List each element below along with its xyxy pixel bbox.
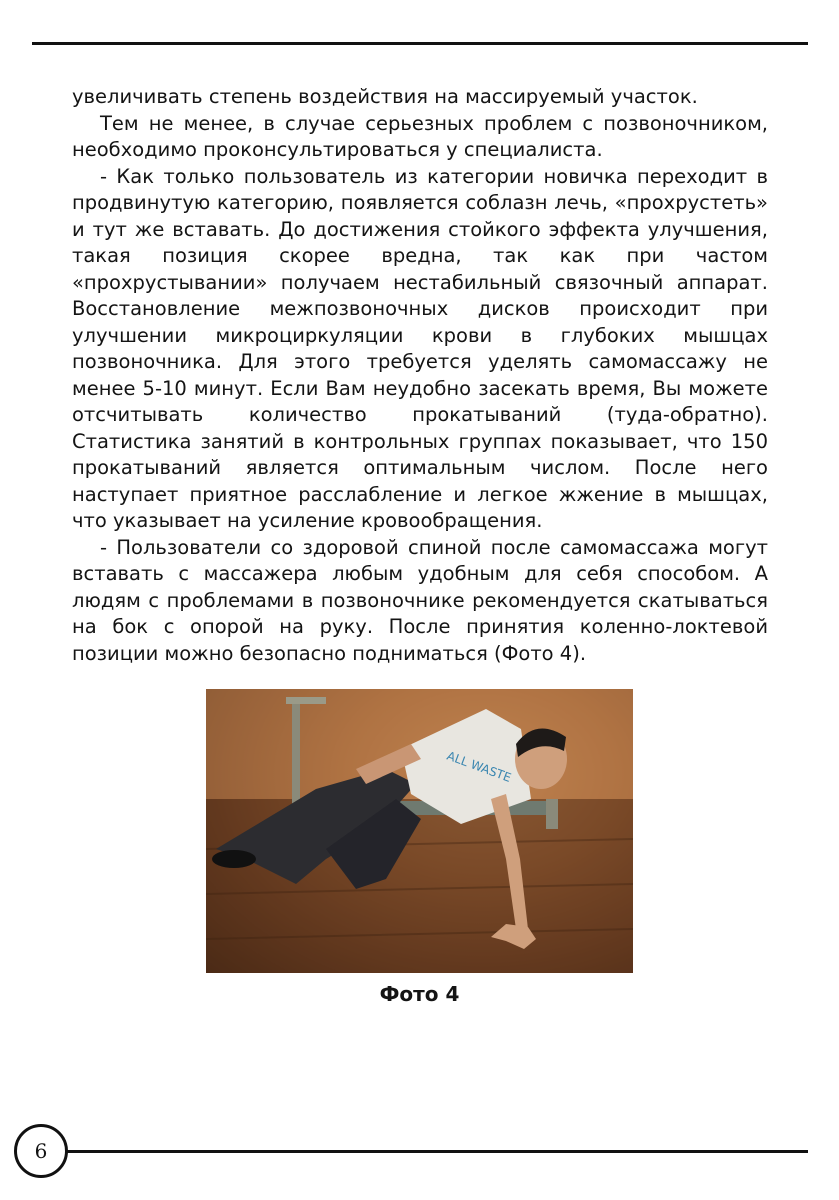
photo-caption: Фото 4: [379, 982, 460, 1006]
page-number: [14, 1124, 68, 1178]
shirt-print: ALL WASTE: [444, 748, 514, 785]
paragraph-1: увеличивать степень воздействия на массируемый участок.: [72, 85, 698, 108]
page-number-label: 6: [34, 1139, 48, 1163]
top-rule: [32, 42, 808, 45]
body-text: [72, 84, 768, 667]
paragraph-4: - Пользователи со здоровой спиной после самомассажа могут вставать с массажера любым удобным для себя способом. А людям с проблемами в позвоночнике рекомендуется скатываться на бок с опорой на руку. После принятия коленно-локтевой позиции можно безопасно подниматься (Фото 4).: [72, 535, 768, 665]
paragraph-2: Тем не менее, в случае серьезных проблем с позвоночником, необходимо проконсультироваться у специалиста.: [72, 111, 768, 161]
paragraph-3: - Как только пользователь из категории новичка переходит в продвинутую категорию, появляется соблазн лечь, «прохрустеть» и тут же вставать. До достижения стойкого эффекта улучшения, такая позиция скорее вредна, так как при частом «прохрустывании» получаем нестабильный связочный аппарат. Восстановление межпозвоночных дисков происходит при улучшении микроциркуляции крови в глубоких мышцах позвоночника. Для этого требуется уделять самомассажу не менее 5-10 минут. Если Вам неудобно засекать время, Вы можете отсчитывать количество прокатываний (туда-обратно). Статистика занятий в контрольных группах показывает, что 150 прокатываний является оптимальным числом. После него наступает приятное расслабление и легкое жжение в мышцах, что указывает на усиление кровообращения.: [72, 164, 768, 532]
photo-illustration: [206, 689, 633, 973]
bottom-rule: [66, 1150, 808, 1153]
photo-4: [206, 689, 633, 973]
